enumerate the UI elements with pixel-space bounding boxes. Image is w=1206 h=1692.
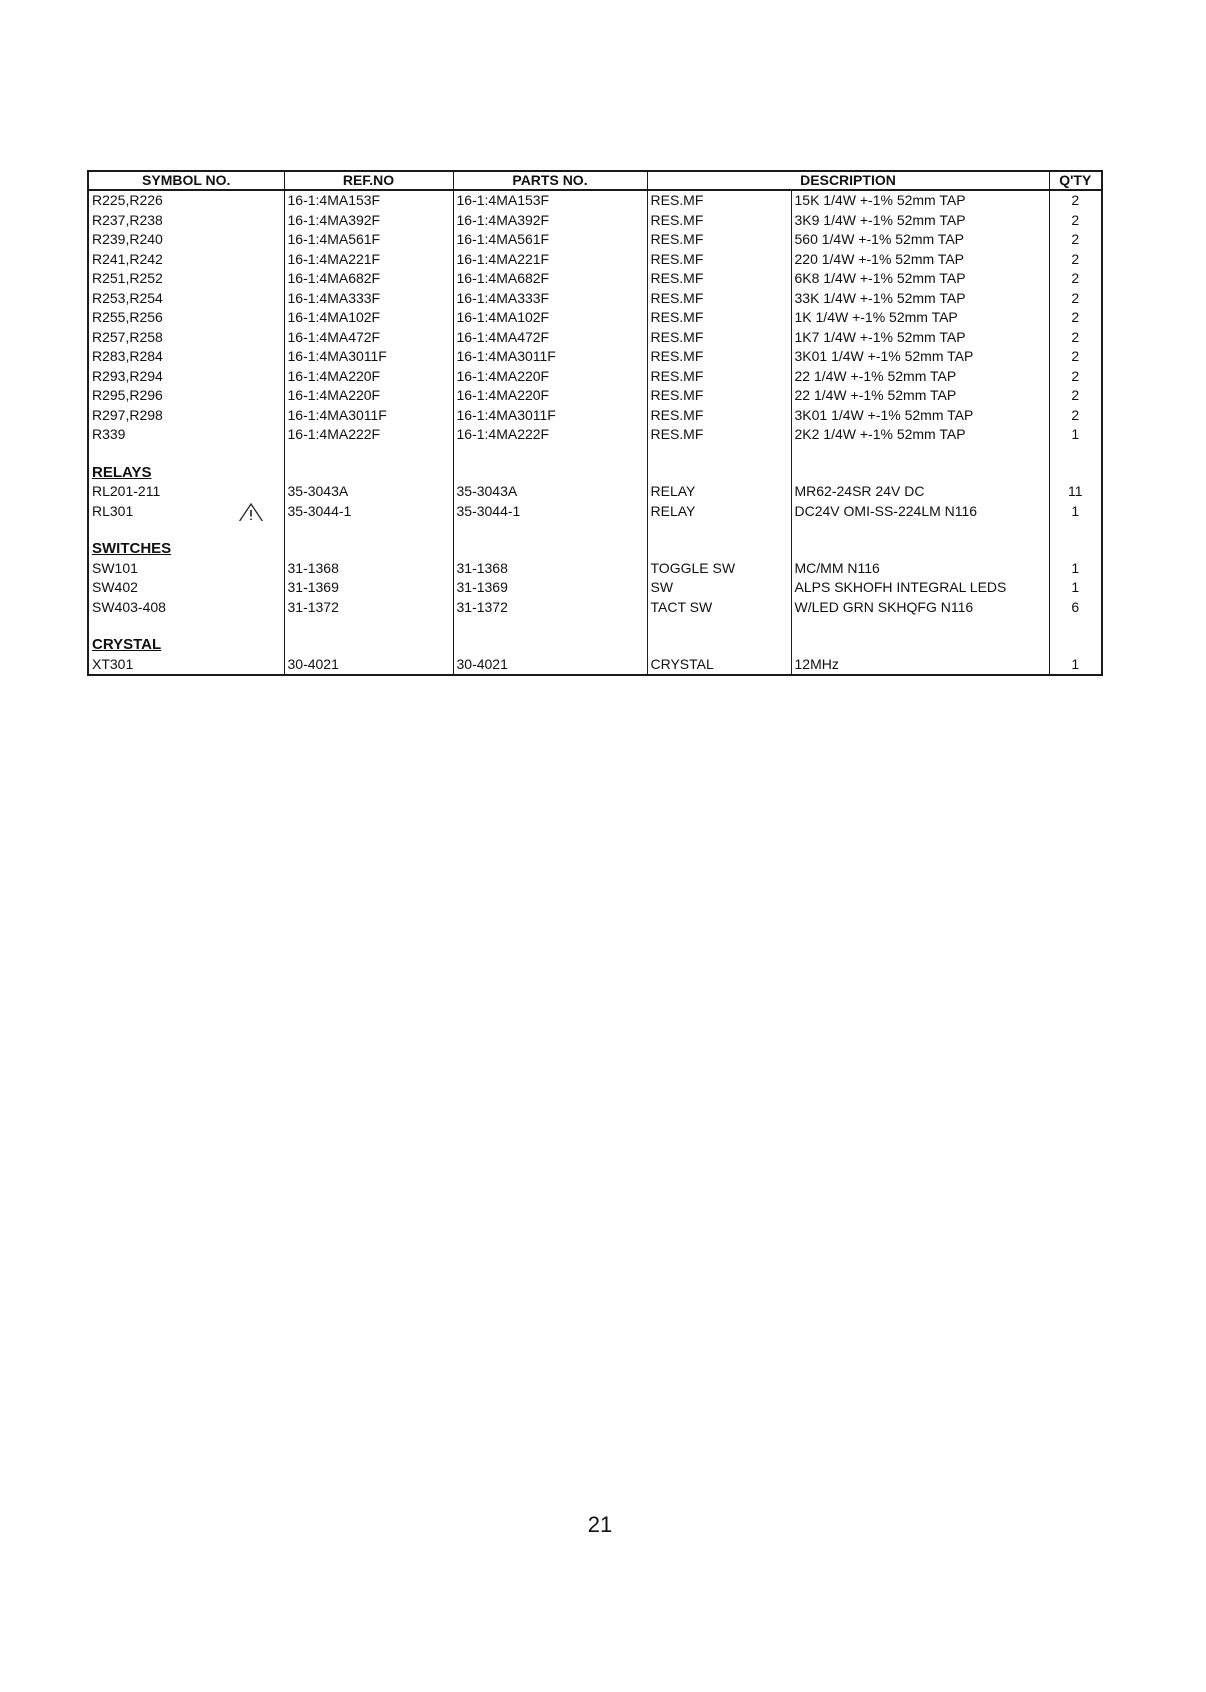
cell-text-symbol: R293,R294 [92,367,163,384]
cell-text-qty: 2 [1071,250,1080,267]
cell-qty [1049,406,1102,426]
cell-parts-no [453,269,647,289]
cell-part-spec [791,230,1049,250]
cell-text-symbol: XT301 [92,655,134,672]
cell-text-ref: 16-1:4MA3011F [287,406,387,423]
cell-text-qty: 2 [1071,192,1080,208]
cell-symbol-no [88,250,284,270]
parts-list-sheet [87,170,1101,676]
table-row [88,308,1102,328]
cell-text-type: RELAY [650,502,696,519]
cell-text-qty: 2 [1071,211,1080,228]
cell-part-type [647,328,791,348]
cell-text-spec: 1K 1/4W +-1% 52mm TAP [794,309,958,325]
cell-text-ref: 16-1:4MA472F [287,328,381,345]
table-row [88,269,1102,289]
table-row [88,211,1102,231]
cell-ref-no [284,482,453,502]
cell-text-ref: 31-1368 [287,559,339,576]
cell-text-symbol: SW402 [92,579,138,595]
resistor-rows [88,190,1102,445]
cell-part-type [647,655,791,676]
cell-qty [1049,482,1102,502]
table-row [88,289,1102,309]
page-number: 21 [587,1512,613,1537]
cell-text-spec: 2K2 1/4W +-1% 52mm TAP [794,426,966,442]
cell-text-ref: 16-1:4MA392F [287,211,381,228]
cell-text-spec: W/LED GRN SKHQFG N116 [794,598,974,615]
header-qty: Q'TY [1049,171,1102,190]
cell-part-spec [791,250,1049,270]
cell-ref-no [284,269,453,289]
cell-text-symbol: R297,R298 [92,406,163,423]
cell-text-spec: 220 1/4W +-1% 52mm TAP [794,250,964,267]
cell-text-parts: 31-1372 [456,598,508,615]
cell-parts-no [453,406,647,426]
cell-qty [1049,211,1102,231]
cell-symbol-no [88,578,284,598]
cell-parts-no [453,559,647,579]
cell-ref-no [284,425,453,445]
section-title-crystal: CRYSTAL [92,636,162,653]
cell-parts-no [453,289,647,309]
cell-symbol-no [88,386,284,406]
cell-symbol-no [88,190,284,211]
cell-part-type [647,386,791,406]
cell-parts-no [453,386,647,406]
cell-symbol-no [88,328,284,348]
cell-ref-no [284,578,453,598]
cell-qty [1049,367,1102,387]
cell-text-spec: 3K9 1/4W +-1% 52mm TAP [794,211,966,228]
cell-text-spec: MC/MM N116 [794,559,880,576]
cell-qty [1049,328,1102,348]
cell-text-parts: 31-1369 [456,579,508,595]
switch-rows [88,559,1102,618]
cell-text-symbol: R251,R252 [92,270,163,286]
crystal-rows [88,655,1102,676]
cell-part-type [647,230,791,250]
table-row [88,425,1102,445]
cell-parts-no [453,211,647,231]
table-row [88,406,1102,426]
cell-parts-no [453,308,647,328]
cell-text-parts: 16-1:4MA472F [456,328,550,345]
cell-text-qty: 2 [1071,348,1080,364]
cell-text-spec: 560 1/4W +-1% 52mm TAP [794,231,964,247]
cell-text-ref: 31-1372 [287,598,339,615]
cell-part-spec [791,502,1049,522]
table-row [88,502,1102,522]
cell-qty [1049,502,1102,522]
cell-text-qty: 2 [1071,289,1080,306]
cell-text-symbol: R283,R284 [92,348,163,364]
table-row [88,598,1102,618]
cell-text-parts: 16-1:4MA3011F [456,348,556,364]
cell-part-type [647,559,791,579]
cell-text-spec: 1K7 1/4W +-1% 52mm TAP [794,328,966,345]
cell-text-spec: 12MHz [794,655,839,672]
cell-text-type: RES.MF [650,309,704,325]
cell-symbol-no [88,308,284,328]
cell-text-symbol: R253,R254 [92,289,163,306]
spacer-row [88,445,1102,463]
cell-symbol-no [88,502,284,522]
cell-ref-no [284,289,453,309]
cell-text-spec: 6K8 1/4W +-1% 52mm TAP [794,270,966,286]
cell-part-type [647,308,791,328]
cell-text-type: RES.MF [650,367,704,384]
cell-parts-no [453,655,647,676]
cell-text-qty: 1 [1071,655,1080,672]
cell-text-symbol: R257,R258 [92,328,163,345]
cell-text-ref: 16-1:4MA222F [287,426,381,442]
cell-part-spec [791,269,1049,289]
cell-parts-no [453,425,647,445]
cell-symbol-no [88,598,284,618]
cell-part-spec [791,598,1049,618]
cell-text-symbol: R241,R242 [92,250,163,267]
cell-part-spec [791,190,1049,211]
cell-text-parts: 16-1:4MA153F [456,192,550,208]
cell-text-spec: MR62-24SR 24V DC [794,483,925,499]
cell-text-symbol: R225,R226 [92,192,163,208]
cell-part-type [647,269,791,289]
cell-symbol-no [88,559,284,579]
cell-text-parts: 16-1:4MA222F [456,426,550,442]
cell-text-qty: 2 [1071,328,1080,345]
cell-text-qty: 2 [1071,367,1080,384]
cell-parts-no [453,598,647,618]
cell-part-type [647,190,791,211]
cell-symbol-no [88,482,284,502]
cell-ref-no [284,347,453,367]
cell-text-spec: 3K01 1/4W +-1% 52mm TAP [794,406,974,423]
cell-part-type [647,482,791,502]
cell-qty [1049,578,1102,598]
cell-qty [1049,269,1102,289]
cell-ref-no [284,211,453,231]
cell-symbol-no [88,406,284,426]
cell-parts-no [453,502,647,522]
cell-text-parts: 35-3043A [456,483,518,499]
cell-part-spec [791,559,1049,579]
cell-part-type [647,502,791,522]
cell-text-type: RES.MF [650,387,704,403]
header-ref-no: REF.NO [284,171,453,190]
cell-text-symbol: RL201-211 [92,483,161,499]
cell-ref-no [284,190,453,211]
cell-text-ref: 30-4021 [287,655,339,672]
cell-qty [1049,308,1102,328]
cell-symbol-no [88,425,284,445]
cell-ref-no [284,250,453,270]
cell-text-spec: 33K 1/4W +-1% 52mm TAP [794,289,966,306]
cell-text-parts: 16-1:4MA392F [456,211,550,228]
cell-qty [1049,190,1102,211]
cell-qty [1049,250,1102,270]
cell-text-type: TACT SW [650,598,713,615]
cell-part-type [647,425,791,445]
cell-text-spec: 3K01 1/4W +-1% 52mm TAP [794,348,974,364]
cell-part-type [647,211,791,231]
table-row [88,328,1102,348]
cell-text-qty: 2 [1071,309,1080,325]
cell-text-qty: 1 [1071,559,1080,576]
cell-text-type: RES.MF [650,289,704,306]
section-title-switches: SWITCHES [92,540,172,557]
cell-text-parts: 16-1:4MA102F [456,309,550,325]
switches-section [88,521,1102,559]
cell-text-type: RES.MF [650,328,704,345]
cell-part-spec [791,308,1049,328]
cell-text-parts: 16-1:4MA3011F [456,406,556,423]
section-title-relays: RELAYS [92,463,152,481]
spacer-row [88,617,1102,635]
cell-part-type [647,250,791,270]
table-row [88,250,1102,270]
cell-text-type: RES.MF [650,426,704,442]
cell-text-parts: 16-1:4MA561F [456,231,550,247]
cell-text-ref: 16-1:4MA333F [287,289,381,306]
header-parts-no: PARTS NO. [453,171,647,190]
cell-symbol-no [88,655,284,676]
section-heading-row [88,635,1102,655]
cell-text-ref: 16-1:4MA682F [287,270,381,286]
cell-text-symbol: SW403-408 [92,598,166,615]
table-row [88,190,1102,211]
crystal-section [88,617,1102,655]
parts-list-table [87,170,1103,676]
cell-part-spec [791,367,1049,387]
table-row [88,367,1102,387]
cell-ref-no [284,230,453,250]
cell-part-type [647,578,791,598]
cell-text-type: RELAY [650,483,696,499]
cell-parts-no [453,230,647,250]
cell-text-parts: 31-1368 [456,559,508,576]
cell-part-spec [791,406,1049,426]
cell-ref-no [284,502,453,522]
cell-parts-no [453,250,647,270]
cell-part-spec [791,289,1049,309]
cell-text-type: RES.MF [650,406,704,423]
cell-text-spec: 22 1/4W +-1% 52mm TAP [794,387,957,403]
cell-text-type: TOGGLE SW [650,559,736,576]
table-header-row [88,171,1102,190]
cell-text-qty: 1 [1071,579,1080,595]
cell-text-ref: 16-1:4MA3011F [287,348,387,364]
cell-part-spec [791,386,1049,406]
cell-text-qty: 2 [1071,231,1080,247]
cell-ref-no [284,308,453,328]
cell-symbol-no [88,211,284,231]
cell-text-symbol: R239,R240 [92,231,163,247]
cell-text-ref: 16-1:4MA220F [287,387,381,403]
cell-text-symbol: R295,R296 [92,387,163,403]
cell-text-ref: 35-3044-1 [287,502,352,519]
cell-symbol-no [88,230,284,250]
cell-parts-no [453,482,647,502]
cell-text-qty: 1 [1071,426,1080,442]
cell-text-ref: 16-1:4MA220F [287,367,381,384]
cell-text-ref: 16-1:4MA561F [287,231,381,247]
cell-parts-no [453,190,647,211]
safety-warning-icon [238,503,264,522]
cell-text-symbol: R237,R238 [92,211,163,228]
cell-text-type: RES.MF [650,270,704,286]
spacer-row [88,521,1102,539]
cell-qty [1049,425,1102,445]
cell-part-type [647,406,791,426]
cell-text-spec: ALPS SKHOFH INTEGRAL LEDS [794,579,1007,595]
cell-text-qty: 2 [1071,406,1080,423]
cell-part-spec [791,347,1049,367]
cell-text-ref: 16-1:4MA221F [287,250,381,267]
cell-text-ref: 31-1369 [287,579,339,595]
cell-part-type [647,367,791,387]
relay-rows [88,482,1102,521]
cell-text-symbol: RL301 [92,502,134,519]
header-symbol-no: SYMBOL NO. [88,171,284,190]
table-row [88,386,1102,406]
cell-part-type [647,289,791,309]
cell-qty [1049,655,1102,676]
table-row [88,578,1102,598]
cell-ref-no [284,406,453,426]
cell-part-spec [791,211,1049,231]
cell-text-symbol: R339 [92,426,126,442]
cell-text-type: RES.MF [650,192,704,208]
cell-symbol-no [88,347,284,367]
cell-text-type: RES.MF [650,348,704,364]
cell-symbol-no [88,289,284,309]
cell-symbol-no [88,367,284,387]
cell-text-qty: 2 [1071,270,1080,286]
cell-text-parts: 16-1:4MA682F [456,270,550,286]
cell-text-spec: 22 1/4W +-1% 52mm TAP [794,367,957,384]
cell-text-qty: 6 [1071,598,1080,615]
cell-part-spec [791,655,1049,676]
cell-ref-no [284,655,453,676]
cell-qty [1049,347,1102,367]
table-row [88,655,1102,676]
table-row [88,230,1102,250]
table-row [88,559,1102,579]
cell-text-parts: 16-1:4MA333F [456,289,550,306]
cell-text-parts: 16-1:4MA221F [456,250,550,267]
cell-text-spec: 15K 1/4W +-1% 52mm TAP [794,192,966,208]
cell-qty [1049,289,1102,309]
cell-ref-no [284,598,453,618]
cell-text-parts: 30-4021 [456,655,508,672]
cell-part-spec [791,328,1049,348]
cell-text-ref: 16-1:4MA102F [287,309,381,325]
cell-part-spec [791,482,1049,502]
cell-parts-no [453,347,647,367]
cell-text-qty: 2 [1071,387,1080,403]
cell-ref-no [284,386,453,406]
cell-text-type: CRYSTAL [650,655,714,672]
cell-qty [1049,230,1102,250]
cell-part-spec [791,578,1049,598]
cell-text-qty: 11 [1067,483,1083,499]
cell-qty [1049,559,1102,579]
cell-text-type: RES.MF [650,250,704,267]
cell-text-type: RES.MF [650,231,704,247]
cell-parts-no [453,328,647,348]
cell-text-symbol: R255,R256 [92,309,163,325]
cell-text-symbol: SW101 [92,559,138,576]
cell-part-spec [791,425,1049,445]
cell-text-ref: 16-1:4MA153F [287,192,381,208]
cell-qty [1049,386,1102,406]
cell-text-type: RES.MF [650,211,704,228]
cell-text-spec: DC24V OMI-SS-224LM N116 [794,502,978,519]
cell-parts-no [453,578,647,598]
cell-text-parts: 16-1:4MA220F [456,367,550,384]
header-description: DESCRIPTION [647,171,1049,190]
cell-ref-no [284,559,453,579]
cell-part-type [647,598,791,618]
table-row [88,482,1102,502]
section-heading-row [88,539,1102,559]
cell-symbol-no [88,269,284,289]
cell-text-parts: 16-1:4MA220F [456,387,550,403]
cell-text-parts: 35-3044-1 [456,502,521,519]
relays-section [88,445,1102,483]
cell-text-qty: 1 [1071,502,1080,519]
cell-text-ref: 35-3043A [287,483,349,499]
cell-text-type: SW [650,579,674,595]
cell-part-type [647,347,791,367]
cell-ref-no [284,328,453,348]
table-row [88,347,1102,367]
cell-qty [1049,598,1102,618]
cell-ref-no [284,367,453,387]
section-heading-row [88,463,1102,483]
cell-parts-no [453,367,647,387]
